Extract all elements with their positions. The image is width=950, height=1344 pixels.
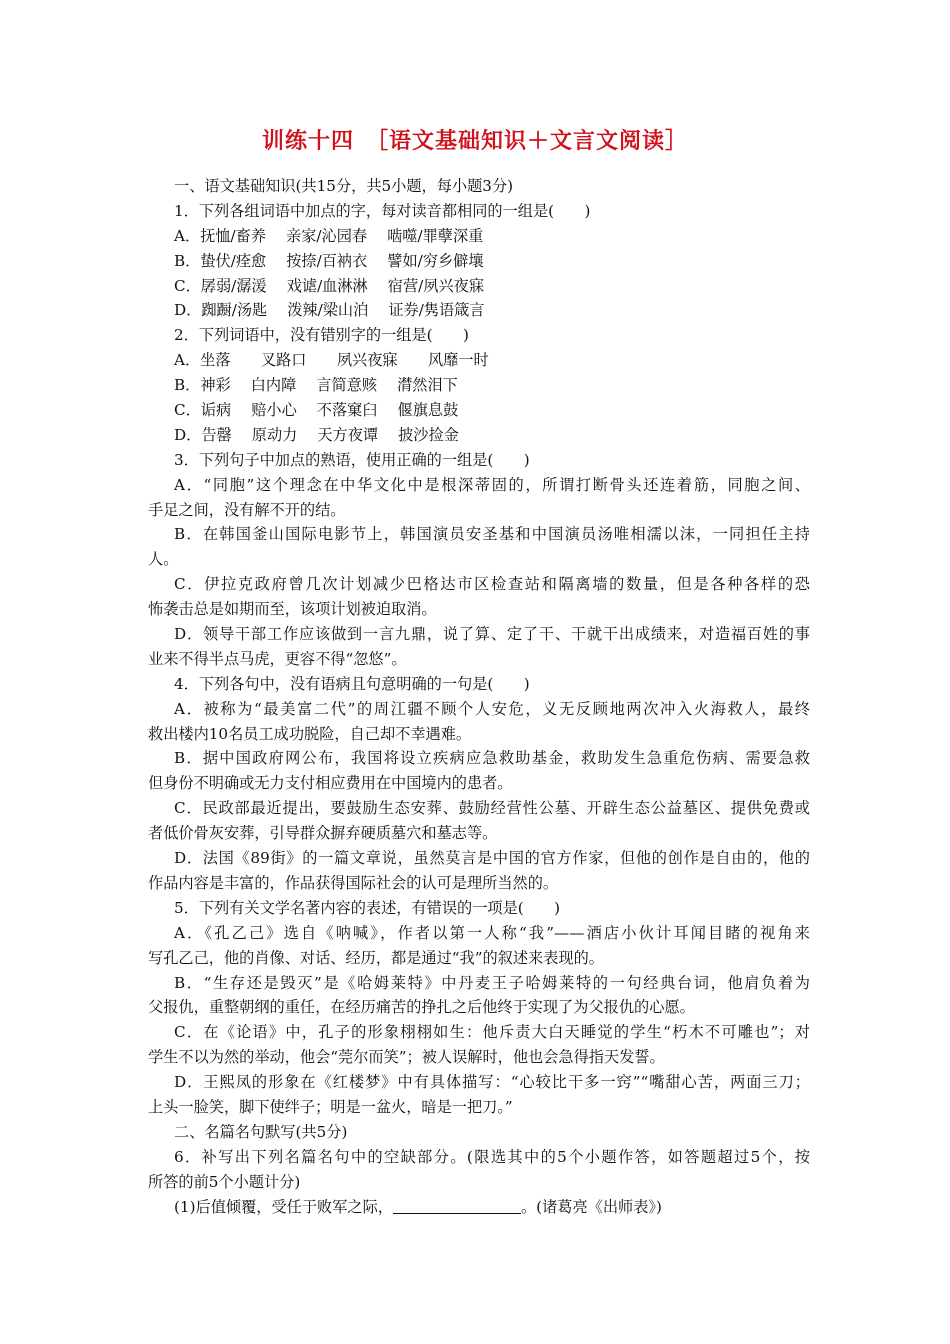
text-line: 1．下列各组词语中加点的字，每对读音都相同的一组是( ) <box>174 201 591 220</box>
text-line: C．在《论语》中，孔子的形象栩栩如生：他斥责大白天睡觉的学生“朽木不可雕也”；对 <box>174 1023 810 1042</box>
text-line: 业来不得半点马虎，更容不得“忽悠”。 <box>148 649 407 668</box>
text-line: B．在韩国釜山国际电影节上，韩国演员安圣基和中国演员汤唯相濡以沫，一同担任主持 <box>174 525 810 544</box>
answer-blank[interactable] <box>393 1197 521 1214</box>
text-line: A．《孔乙己》选自《呐喊》，作者以第一人称“我”——酒店小伙计耳闻目睹的视角来 <box>174 923 810 942</box>
text-line: 作品内容是丰富的，作品获得国际社会的认可是理所当然的。 <box>148 873 559 892</box>
text-line: B．据中国政府网公布，我国将设立疾病应急救助基金，救助发生急重危伤病、需要急救 <box>174 749 810 768</box>
fill-in-line <box>148 1195 810 1220</box>
text-line: C．民政部最近提出，要鼓励生态安葬、鼓励经营性公墓、开辟生态公益墓区、提供免费或 <box>174 799 810 818</box>
text-line: 6．补写出下列名篇名句中的空缺部分。(限选其中的5个小题作答，如答题超过5个，按 <box>174 1147 810 1166</box>
text-line: D．领导干部工作应该做到一言九鼎，说了算、定了干、干就干出成绩来，对造福百姓的事 <box>174 625 810 644</box>
text-line: 救出楼内10名员工成功脱险，自己却不幸遇难。 <box>148 724 472 743</box>
text-line: 上头一脸笑，脚下使绊子；明是一盆火，暗是一把刀。” <box>148 1097 513 1116</box>
text-line: D．踟蹰/汤匙 泼辣/梁山泊 证券/隽语箴言 <box>174 301 485 320</box>
text-line: B．蛰伏/痊愈 按捺/百衲衣 譬如/穷乡僻壤 <box>174 251 484 270</box>
text-line: B．“生存还是毁灭”是《哈姆莱特》中丹麦王子哈姆莱特的一句经典台词，他肩负着为 <box>174 973 810 992</box>
fill-in-prefix: (1)后值倾覆，受任于败军之际， <box>174 1197 393 1216</box>
text-line: C．伊拉克政府曾几次计划减少巴格达市区检查站和隔离墙的数量，但是各种各样的恐 <box>174 575 810 594</box>
text-line: 父报仇，重整朝纲的重任，在经历痛苦的挣扎之后他终于实现了为父报仇的心愿。 <box>148 998 695 1017</box>
text-line: 4．下列各句中，没有语病且句意明确的一句是( ) <box>174 674 530 693</box>
document-body <box>148 174 810 1219</box>
text-line: D．王熙凤的形象在《红楼梦》中有具体描写：“心较比干多一窍”“嘴甜心苦，两面三刀； <box>174 1073 810 1092</box>
fill-in-suffix: 。(诸葛亮《出师表》) <box>520 1197 662 1216</box>
text-line: C．孱弱/潺湲 戏谑/血淋淋 宿营/夙兴夜寐 <box>174 276 485 295</box>
text-line: 一、语文基础知识(共15分，共5小题，每小题3分) <box>174 177 514 195</box>
text-line: 3．下列句子中加点的熟语，使用正确的一组是( ) <box>174 450 530 469</box>
text-line: D．法国《89街》的一篇文章说，虽然莫言是中国的官方作家，但他的创作是自由的，他的 <box>174 849 810 868</box>
text-line: 学生不以为然的举动，他会“莞尔而笑”；被人误解时，他也会急得指天发誓。 <box>148 1048 665 1067</box>
text-line: 5．下列有关文学名著内容的表述，有错误的一项是( ) <box>174 898 561 917</box>
text-line: A．“同胞”这个理念在中华文化中是根深蒂固的，所谓打断骨头还连着筋，同胞之间、 <box>174 475 810 494</box>
text-line: 人。 <box>148 550 179 569</box>
text-line: A．抚恤/畜养 亲家/沁园春 啮噬/罪孽深重 <box>174 226 484 245</box>
text-line: 2．下列词语中，没有错别字的一组是( ) <box>174 326 469 345</box>
text-line: 二、名篇名句默写(共5分) <box>174 1122 348 1141</box>
text-line: 所答的前5个小题计分) <box>148 1172 301 1191</box>
text-line: 写孔乙己，他的肖像、对话、经历，都是通过“我”的叙述来表现的。 <box>148 948 604 967</box>
text-line: 者低价骨灰安葬，引导群众摒弃硬质墓穴和墓志等。 <box>148 824 498 843</box>
page-title: 训练十四 ［语文基础知识＋文言文阅读］ <box>261 129 688 154</box>
text-line: 但身份不明确或无力支付相应费用在中国境内的患者。 <box>148 774 513 793</box>
text-line: D．告罄 原动力 天方夜谭 披沙捡金 <box>174 425 459 444</box>
text-line: C．诟病 赔小心 不落窠臼 偃旗息鼓 <box>174 401 459 420</box>
text-line: 怖袭击总是如期而至，该项计划被迫取消。 <box>148 600 437 619</box>
text-line: B．神彩 白内障 言简意赅 潸然泪下 <box>174 376 458 395</box>
text-line: A．坐落 叉路口 夙兴夜寐 风靡一时 <box>174 351 489 370</box>
text-line: A．被称为“最美富二代”的周江疆不顾个人安危，义无反顾地两次冲入火海救人，最终 <box>174 699 810 718</box>
text-line: 手足之间，没有解不开的结。 <box>148 500 346 519</box>
